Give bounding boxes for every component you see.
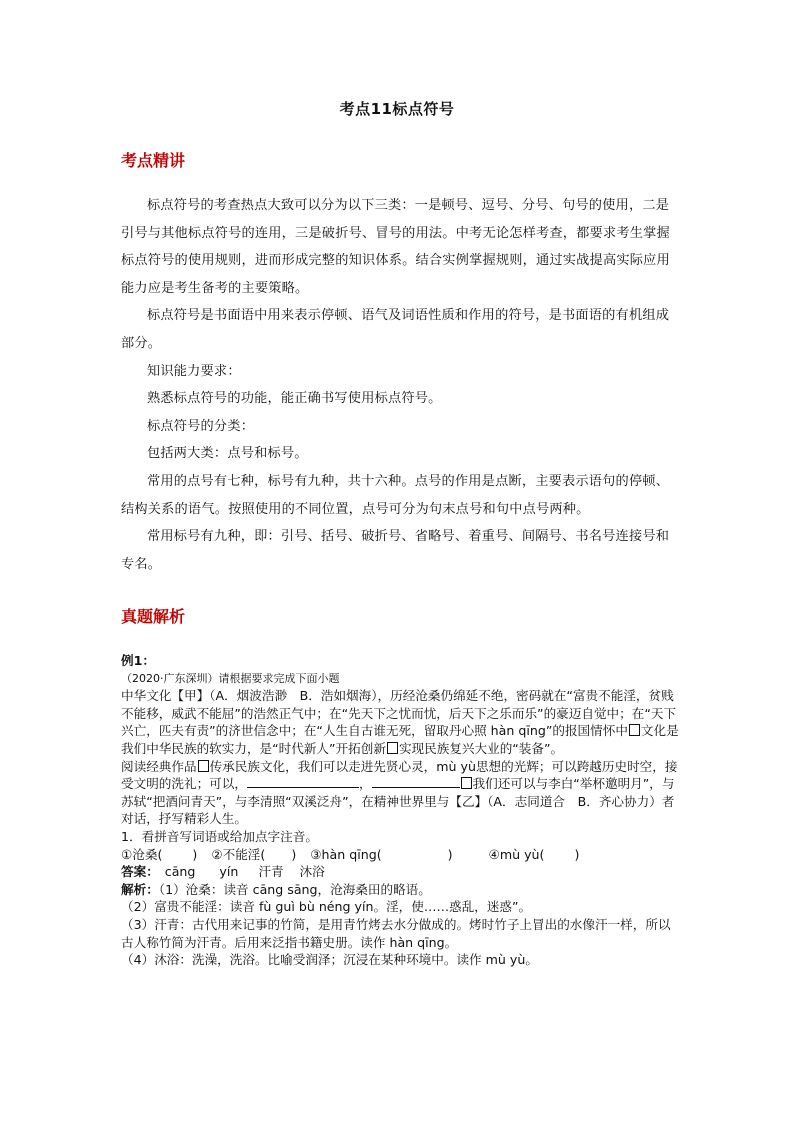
example-source: （2020·广东深圳）请根据要求完成下面小题 — [121, 671, 340, 685]
section-heading-key-points: 考点精讲 — [121, 151, 186, 170]
intro-paragraph: 包括两大类：点号和标号。 — [147, 446, 308, 462]
intro-text — [121, 192, 681, 578]
passage-paragraph-2 — [121, 758, 681, 828]
item-3-label: ③hàn qīng( — [310, 846, 382, 862]
question: 1．看拼音写词语或给加点字注音。 — [121, 828, 318, 844]
section-heading-analysis: 真题解析 — [121, 607, 186, 626]
intro-paragraph: 标点符号是书面语中用来表示停顿、语气及词语性质和作用的符号，是书面语的有机组成部分。 — [121, 308, 670, 351]
passage-paragraph-1 — [121, 687, 681, 757]
intro-paragraph: 常用的点号有七种，标号有九种，共十六种。点号的作用是点断，主要表示语句的停顿、结构关系的语气。按照使用的不同位置，点号可分为句末点号和句中点号两种。 — [121, 473, 670, 517]
blank-box — [387, 742, 398, 754]
analysis-label: 解析： — [121, 881, 159, 897]
example-block — [121, 652, 681, 969]
answer-1: cāng — [164, 864, 196, 880]
example-label: 例1： — [121, 653, 155, 668]
analysis-line — [121, 881, 681, 899]
passage-text: 我们还可以与李白“举杯邀明月”，与苏轼“把酒问青天”，与李清照“双溪泛舟”，在精神世界里与【乙】（A．志同道合 B．齐心协力）者对话，抒写精彩人生。 — [121, 776, 675, 827]
item-4-label: ④mù yù( — [488, 846, 545, 862]
passage-text: 中华文化【甲】（A．烟波浩渺 B．浩如烟海），历经沧桑仍绵延不绝，密码就在“富贵不能淫，贫贱不能移，威武不能屈”的浩然正气中；在“先天下之忧而忧，后天下之乐而乐”的豪迈自觉中；在“天下兴亡，匹夫有责”的济世信念中；在“人生自古谁无死，留取丹心照 hàn qīng”的报国情怀中 — [121, 688, 677, 739]
item-3-close: ) — [447, 846, 453, 862]
blank-box — [461, 777, 472, 789]
answer-2: yín — [219, 864, 239, 880]
intro-paragraph: 标点符号的分类： — [147, 418, 255, 434]
page-title: 考点11标点符号 — [339, 100, 455, 118]
passage-text: 传承民族文化，我们可以走进先贤心灵，mù yù思想的光辉；可以跨越历史时空，接受文明的洗礼；可以， — [121, 758, 678, 792]
blank-box — [629, 724, 640, 736]
item-1-label: ①沧桑( — [121, 846, 163, 862]
passage-text: 文化是我们中华民族的软实力，是“时代新人”开拓创新 — [121, 723, 679, 756]
question-items — [121, 846, 681, 864]
blank-line — [247, 775, 359, 788]
answer-line — [121, 863, 681, 881]
answer-4: 沐浴 — [299, 864, 325, 880]
item-2-label: ②不能淫( — [211, 846, 266, 862]
intro-paragraph: 标点符号的考查热点大致可以分为以下三类：一是顿号、逗号、分号、句号的使用，二是引号与其他标点符号的连用，三是破折号、冒号的用法。中考无论怎样考查，都要求考生掌握标点符号的使用规则，进而形成完整的知识体系。结合实例掌握规则，通过实战提高实际应用能力应是考生备考的主要策略。 — [121, 198, 670, 296]
blank-box — [198, 760, 209, 772]
blank-line — [372, 775, 460, 788]
analysis-line: （3）汗青：古代用来记事的竹简，是用青竹烤去水分做成的。烤时竹子上冒出的水像汗一样，所以古人称竹简为汗青。后用来泛指书籍史册。读作 hàn qīng。 — [121, 916, 671, 950]
analysis-line: （4）沐浴：洗澡，洗浴。比喻受润泽；沉浸在某种环境中。读作 mù yù。 — [121, 952, 538, 968]
intro-paragraph: 常用标号有九种，即：引号、括号、破折号、省略号、着重号、间隔号、书名号连接号和专名。 — [121, 529, 670, 572]
item-4-close: ) — [574, 846, 580, 862]
intro-paragraph: 熟悉标点符号的功能，能正确书写使用标点符号。 — [147, 391, 442, 407]
answer-label: 答案： — [121, 864, 159, 880]
passage-text: ， — [358, 776, 372, 792]
answer-3: 汗青 — [258, 864, 284, 880]
passage-text: 实现民族复兴大业的“装备”。 — [398, 740, 564, 756]
passage-text: 阅读经典作品 — [121, 758, 197, 774]
intro-paragraph: 知识能力要求： — [147, 363, 241, 379]
item-2-close: ) — [291, 846, 297, 862]
item-1-close: ) — [192, 846, 198, 862]
analysis-line: （2）富贵不能淫：读音 fù guì bù néng yín。淫，使……惑乱，迷惑”。 — [121, 899, 532, 915]
analysis-text: （1）沧桑：读音 cāng sāng，沧海桑田的略语。 — [158, 881, 431, 897]
